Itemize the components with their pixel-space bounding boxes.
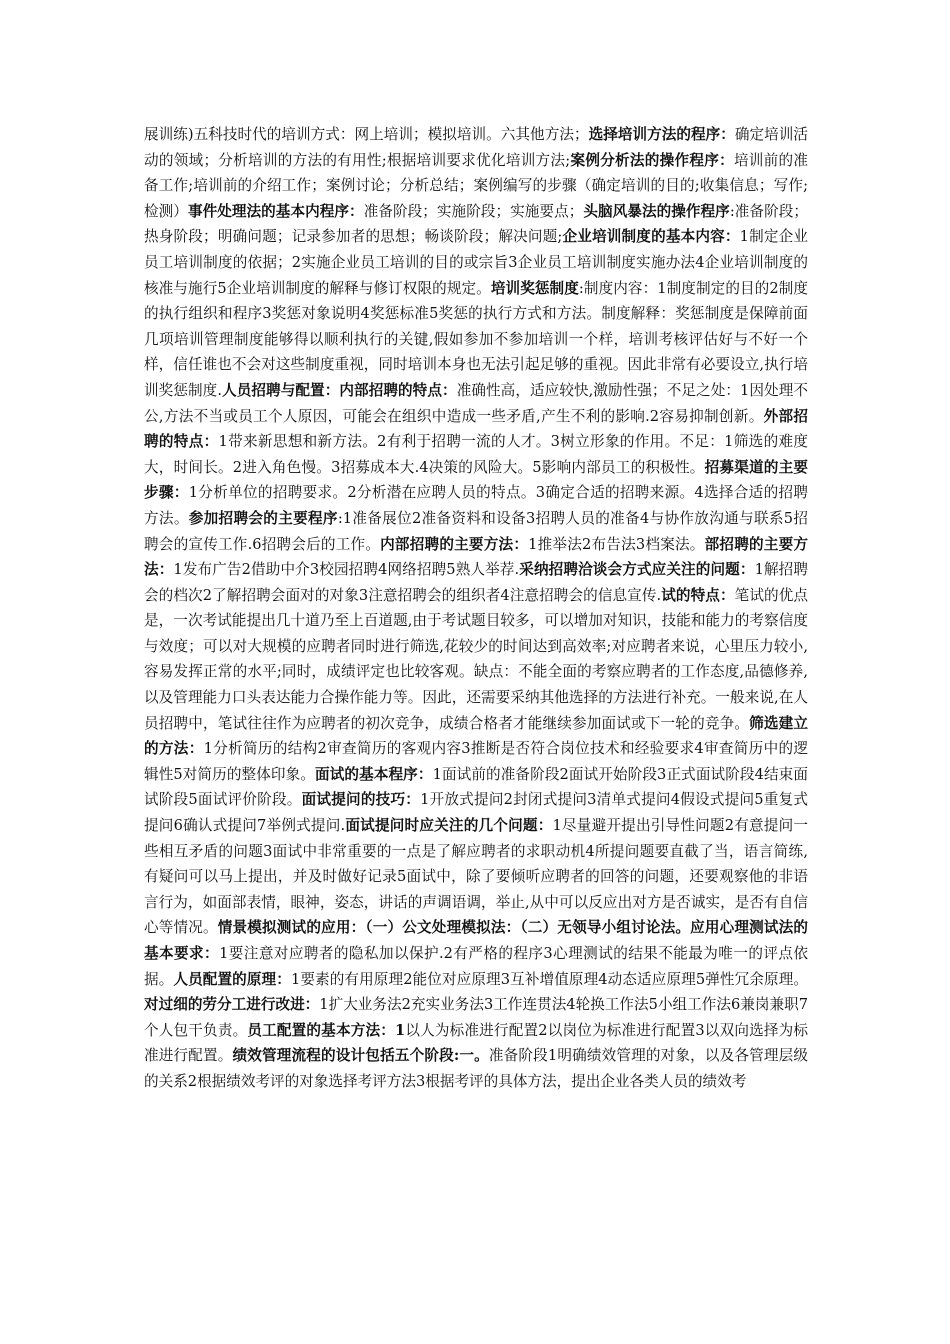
- bold-heading-segment: 人员招聘与配置：内部招聘的特点：: [221, 381, 457, 399]
- bold-heading-segment: 参加招聘会的主要程序: [188, 509, 338, 527]
- text-segment: 1推举法2布告法3档案法。: [528, 535, 705, 553]
- bold-heading-segment: 员工配置的基本方法：1: [247, 1021, 406, 1039]
- bold-heading-segment: 部招聘的主要方法：: [144, 535, 808, 579]
- text-segment: 1扩大业务法2充实业务法3工作连贯法4轮换工作法5小组工作法6兼岗兼职7个人包干负责。: [144, 996, 808, 1039]
- text-segment: 1解招聘会的档次2了解招聘会面对的对象3注意招聘会的组织者4注意招聘会的信息宣传.: [144, 561, 808, 604]
- bold-heading-segment: 招募渠道的主要步骤：: [144, 458, 808, 502]
- bold-heading-segment: 培训奖惩制度: [490, 279, 579, 297]
- bold-heading-segment: 采纳招聘洽谈会方式应关注的问题：: [519, 561, 755, 579]
- text-segment: 1发布广告2借助中介3校园招聘4网络招聘5熟人举荐.: [173, 561, 520, 579]
- bold-heading-segment: 筛选建立的方法：: [144, 714, 808, 758]
- text-segment: 笔试的优点是，一次考试能提出几十道乃至上百道题,由于考试题目较多，可以增加对知识，技能和能力的考察信度与效度；可以对大规模的应聘者同时进行筛选,花较少的时间达到高效率;对应聘者来说，心里压力较小,容易发挥正常的水平;同时，成绩评定也比较客观。缺点：不能全面的考察应聘者的工作态度,品德修养,以及管理能力口头表达能力合操作能力等。因此，还需要采纳其他选择的方法进行补充。一般来说,在人员招聘中，笔试往往作为应聘者的初次竞争，成绩合格者才能继续参加面试或下一轮的竞争。: [144, 586, 808, 732]
- bold-heading-segment: 人员配置的原理：: [173, 970, 291, 988]
- bold-heading-segment: 事件处理法的基本内程序：: [187, 202, 364, 220]
- bold-heading-segment: 内部招聘的主要方法：: [380, 535, 529, 553]
- text-segment: 1面试前的准备阶段2面试开始阶段3正式面试阶段4结束面试阶段5面试评价阶段。: [144, 765, 808, 809]
- document-body: [144, 122, 808, 1095]
- text-segment: 准备阶段；实施阶段；实施要点；: [363, 202, 584, 220]
- bold-heading-segment: 情景模拟测试的应用：（一）公文处理模拟法：（二）无领导小组讨论法。应用心理测试法的基本要求：: [144, 919, 808, 962]
- text-segment: 展训练)五科技时代的培训方式：网上培训；模拟培训。六其他方法；: [144, 126, 589, 143]
- text-segment: 准备阶段1明确绩效管理的对象，以及各管理层级的关系2根据绩效考评的对象选择考评方法3根据考评的具体方法，提出企业各类人员的绩效考: [144, 1047, 808, 1090]
- bold-heading-segment: 面试提问时应关注的几个问题：: [345, 817, 553, 835]
- text-segment: 以人为标准进行配置2以岗位为标准进行配置3以双向选择为标准进行配置。: [144, 1021, 808, 1065]
- text-segment: 1带来新思想和新方法。2有利于招聘一流的人才。3树立形象的作用。不足：1筛选的难度大，时间长。2进入角色慢。3招募成本大.4决策的风险大。5影响内部员工的积极性。: [144, 433, 808, 476]
- text-segment: 1尽量避开提出引导性问题2有意提问一些相互矛盾的问题3面试中非常重要的一点是了解应聘者的求职动机4所提问题要直截了当，语言简练,有疑问可以马上提出，并及时做好记录5面试中，除了要倾听应聘者的回答的问题，还要观察他的非语言行为，如面部表情，眼神，姿态，讲话的声调语调，举止,从中可以反应出对方是否诚实，是否有自信心等情况。: [144, 817, 808, 937]
- text-segment: :制度内容：1制度制定的目的2制度的执行组织和程序3奖惩对象说明4奖惩标准5奖惩的执行方式和方法。制度解释：奖惩制度是保障前面几项培训管理制度能够得以顺利执行的关键,假如参加不参加培训一个样，培训考核评估好与不好一个样，信任谁也不会对这些制度重视，同时培训本身也无法引起足够的重视。因此非常有必要设立,执行培训奖惩制度.: [144, 279, 808, 399]
- text-segment: 1制定企业员工培训制度的依据；2实施企业员工培训的目的或宗旨3企业员工培训制度实施办法4企业培训制度的核准与施行5企业培训制度的解释与修订权限的规定。: [144, 228, 808, 297]
- bold-heading-segment: 面试提问的技巧：: [301, 791, 421, 809]
- bold-heading-segment: 绩效管理流程的设计包括五个阶段:一。: [232, 1047, 489, 1065]
- text-segment: 1分析单位的招聘要求。2分析潜在应聘人员的特点。3确定合适的招聘来源。4选择合适的招聘方法。: [144, 484, 808, 527]
- bold-heading-segment: 案例分析法的操作程序：: [570, 151, 734, 169]
- bold-heading-segment: 头脑风暴法的操作程序: [583, 202, 730, 220]
- bold-heading-segment: 对过细的劳分工进行改进：: [144, 996, 320, 1014]
- text-segment: 培训前的准备工作;培训前的介绍工作；案例讨论；分析总结；案例编写的步骤（确定培训的目的;收集信息；写作;检测）: [144, 151, 808, 220]
- text-segment: 确定培训活动的领域；分析培训的方法的有用性;根据培训要求优化培训方法;: [144, 126, 808, 169]
- text-segment: :1准备展位2准备资料和设备3招聘人员的准备4与协作放沟通与联系5招聘会的宣传工作.6招聘会后的工作。: [144, 509, 808, 553]
- text-segment: 1开放式提问2封闭式提问3清单式提问4假设式提问5重复式提问6确认式提问7举例式提问.: [144, 791, 808, 835]
- text-segment: 准确性高，适应较快,激励性强；不足之处：1因处理不公,方法不当或员工个人原因，可能会在组织中造成一些矛盾,产生不利的影响.2容易抑制创新。: [144, 381, 808, 425]
- bold-heading-segment: 外部招聘的特点：: [144, 407, 808, 451]
- text-segment: 1要素的有用原理2能位对应原理3互补增值原理4动态适应原理5弹性冗余原理。: [290, 970, 808, 988]
- text-segment: 1要注意对应聘者的隐私加以保护.2有严格的程序3心理测试的结果不能最为唯一的评点依据。: [144, 945, 808, 988]
- bold-heading-segment: 选择培训方法的程序：: [588, 126, 735, 143]
- text-segment: 1分析简历的结构2审查简历的客观内容3推断是否符合岗位技术和经验要求4审查简历中的逻辑性5对简历的整体印象。: [144, 740, 808, 783]
- text-segment: :准备阶段；热身阶段；明确问题；记录参加者的思想；畅谈阶段；解决问题;: [144, 202, 808, 246]
- bold-heading-segment: 试的特点：: [661, 586, 735, 604]
- bold-heading-segment: 企业培训制度的基本内容：: [562, 228, 740, 246]
- bold-heading-segment: 面试的基本程序：: [315, 765, 433, 783]
